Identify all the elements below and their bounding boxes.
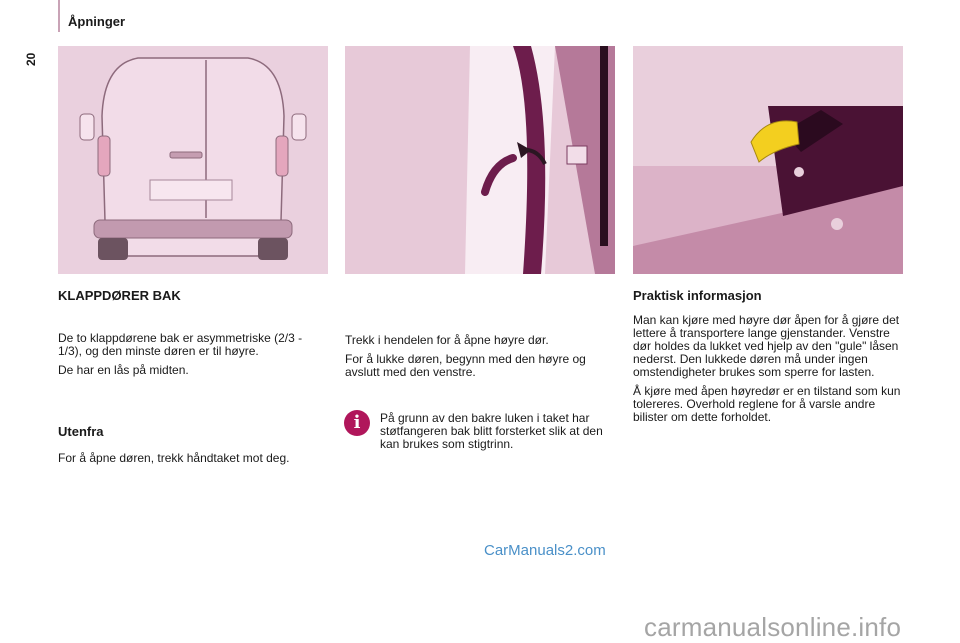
page-number: 20 bbox=[24, 52, 38, 66]
praktisk-heading: Praktisk informasjon bbox=[633, 288, 762, 303]
klappdorer-heading: KLAPPDØRER BAK bbox=[58, 288, 181, 303]
carmanuals2-watermark: CarManuals2.com bbox=[484, 542, 606, 559]
side-rule bbox=[58, 0, 60, 32]
section-title: Åpninger bbox=[68, 14, 126, 29]
utenfra-section bbox=[58, 424, 328, 439]
yellow-latch-image bbox=[633, 46, 903, 274]
col2-paragraph-1: Trekk i hendelen for å åpne høyre dør. bbox=[345, 333, 549, 347]
info-note bbox=[380, 412, 610, 457]
col2-paragraph-2: For å lukke døren, begynn med den høyre og avslutt med den venstre. bbox=[345, 352, 586, 379]
info-note-text: På grunn av den bakre luken i taket har støtfangeren bak blitt forsterket slik at den kan brukes som stigtrinn. bbox=[380, 411, 603, 451]
column-3-body bbox=[633, 314, 905, 430]
utenfra-heading: Utenfra bbox=[58, 424, 104, 439]
col1-paragraph-3: For å åpne døren, trekk håndtaket mot deg. bbox=[58, 451, 290, 465]
van-rear-doors-image bbox=[58, 46, 328, 274]
column-1 bbox=[58, 288, 328, 303]
column-3 bbox=[633, 288, 905, 303]
col1-paragraph-2: De har en lås på midten. bbox=[58, 363, 189, 377]
col3-paragraph-1: Man kan kjøre med høyre dør åpen for å gjøre det lettere å transportere lange gjenstander. Venstre dør holdes da lukket ved hjelp av den "gule" låsen nederst. Den lukkede døren må under ingen omstendigheter brukes som sperre for lasten. bbox=[633, 313, 900, 379]
door-handle-interior-image bbox=[345, 46, 615, 274]
column-2-body bbox=[345, 334, 615, 385]
utenfra-body bbox=[58, 452, 328, 471]
carmanualsonline-watermark: carmanualsonline.info bbox=[644, 612, 902, 642]
col1-paragraph-1: De to klappdørene bak er asymmetriske (2/3 - 1/3), og den minste døren er til høyre. bbox=[58, 331, 303, 358]
col3-paragraph-2: Å kjøre med åpen høyredør er en tilstand som kun tolereres. Overhold reglene for å varsle andre bilister om dette forholdet. bbox=[633, 384, 901, 424]
column-1-body bbox=[58, 332, 328, 383]
info-icon: i bbox=[344, 410, 370, 436]
